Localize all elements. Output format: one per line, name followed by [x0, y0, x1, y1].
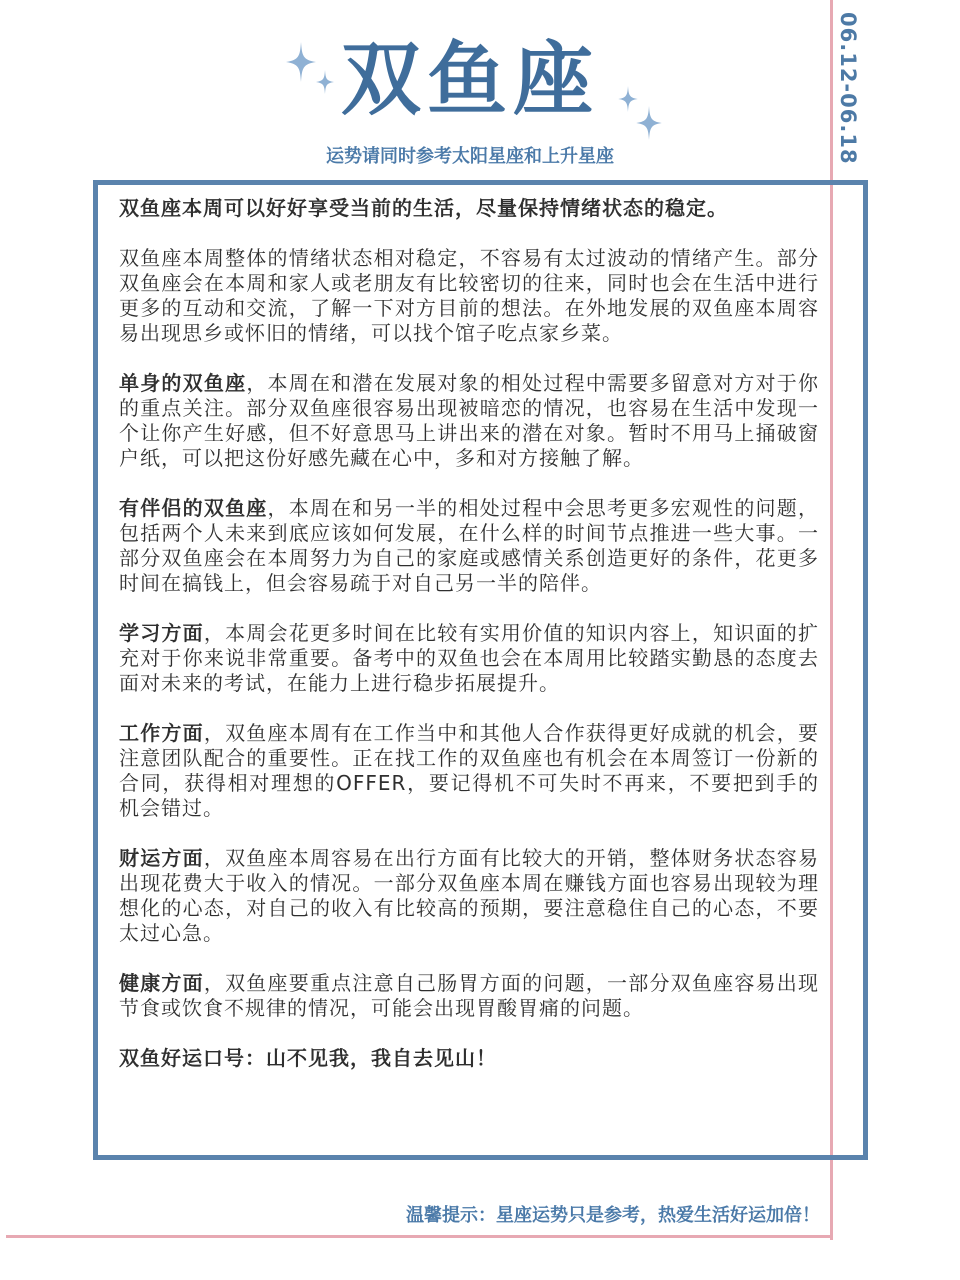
- section-study: [119, 621, 819, 696]
- pink-guide-horizontal: [6, 1235, 833, 1238]
- section-work: [119, 721, 819, 821]
- lucky-slogan: 双鱼好运口号：山不见我，我自去见山！: [119, 1046, 497, 1070]
- section-single: [119, 371, 819, 471]
- date-range: 06.12-06.18: [836, 12, 860, 165]
- lead-sentence: 双鱼座本周可以好好享受当前的生活，尽量保持情绪状态的稳定。: [119, 196, 728, 220]
- sparkle-large-left-icon: [286, 42, 316, 82]
- section-label: 单身的双鱼座: [119, 371, 247, 395]
- overview-paragraph: 双鱼座本周整体的情绪状态相对稳定，不容易有太过波动的情绪产生。部分双鱼座会在本周和家人或老朋友有比较密切的往来，同时也会在生活中进行更多的互动和交流，了解一下对方目前的想法。在外地发展的双鱼座本周容易出现思乡或怀旧的情绪，可以找个馆子吃点家乡菜。: [119, 246, 819, 345]
- section-text: ，本周在和另一半的相处过程中会思考更多宏观性的问题，包括两个人未来到底应该如何发展，在什么样的时间节点推进一些大事。一部分双鱼座会在本周努力为自己的家庭或感情关系创造更好的条件，花更多时间在搞钱上，但会容易疏于对自己另一半的陪伴。: [119, 496, 819, 595]
- page-subtitle: 运势请同时参考太阳星座和上升星座: [326, 146, 614, 167]
- sparkle-large-right-icon: [636, 106, 662, 140]
- page-title: 双鱼座: [341, 33, 599, 126]
- section-health: [119, 971, 819, 1021]
- sparkle-small-right-icon: [618, 86, 638, 112]
- section-label: 学习方面: [119, 621, 204, 645]
- section-partnered: [119, 496, 819, 596]
- section-text: ，本周在和潜在发展对象的相处过程中需要多留意对方对于你的重点关注。部分双鱼座很容易出现被暗恋的情况，也容易在生活中发现一个让你产生好感，但不好意思马上讲出来的潜在对象。暂时不用马上捅破窗户纸，可以把这份好感先藏在心中，多和对方接触了解。: [119, 371, 819, 470]
- section-label: 财运方面: [119, 846, 204, 870]
- section-label: 健康方面: [119, 971, 204, 995]
- horoscope-content: [119, 196, 819, 1096]
- section-text: ，双鱼座要重点注意自己肠胃方面的问题，一部分双鱼座容易出现节食或饮食不规律的情况，可能会出现胃酸胃痛的问题。: [119, 971, 819, 1020]
- section-text: ，双鱼座本周有在工作当中和其他人合作获得更好成就的机会，要注意团队配合的重要性。正在找工作的双鱼座也有机会在本周签订一份新的合同，获得相对理想的OFFER，要记得机不可失时不再来，不要把到手的机会错过。: [119, 721, 819, 820]
- section-label: 工作方面: [119, 721, 204, 745]
- section-finance: [119, 846, 819, 946]
- section-text: ，本周会花更多时间在比较有实用价值的知识内容上，知识面的扩充对于你来说非常重要。备考中的双鱼也会在本周用比较踏实勤恳的态度去面对未来的考试，在能力上进行稳步拓展提升。: [119, 621, 819, 695]
- footer-tip: 温馨提示：星座运势只是参考，热爱生活好运加倍！: [406, 1205, 820, 1226]
- section-label: 有伴侣的双鱼座: [119, 496, 268, 520]
- section-text: ，双鱼座本周容易在出行方面有比较大的开销，整体财务状态容易出现花费大于收入的情况。一部分双鱼座本周在赚钱方面也容易出现较为理想化的心态，对自己的收入有比较高的预期，要注意稳住自己的心态，不要太过心急。: [119, 846, 819, 945]
